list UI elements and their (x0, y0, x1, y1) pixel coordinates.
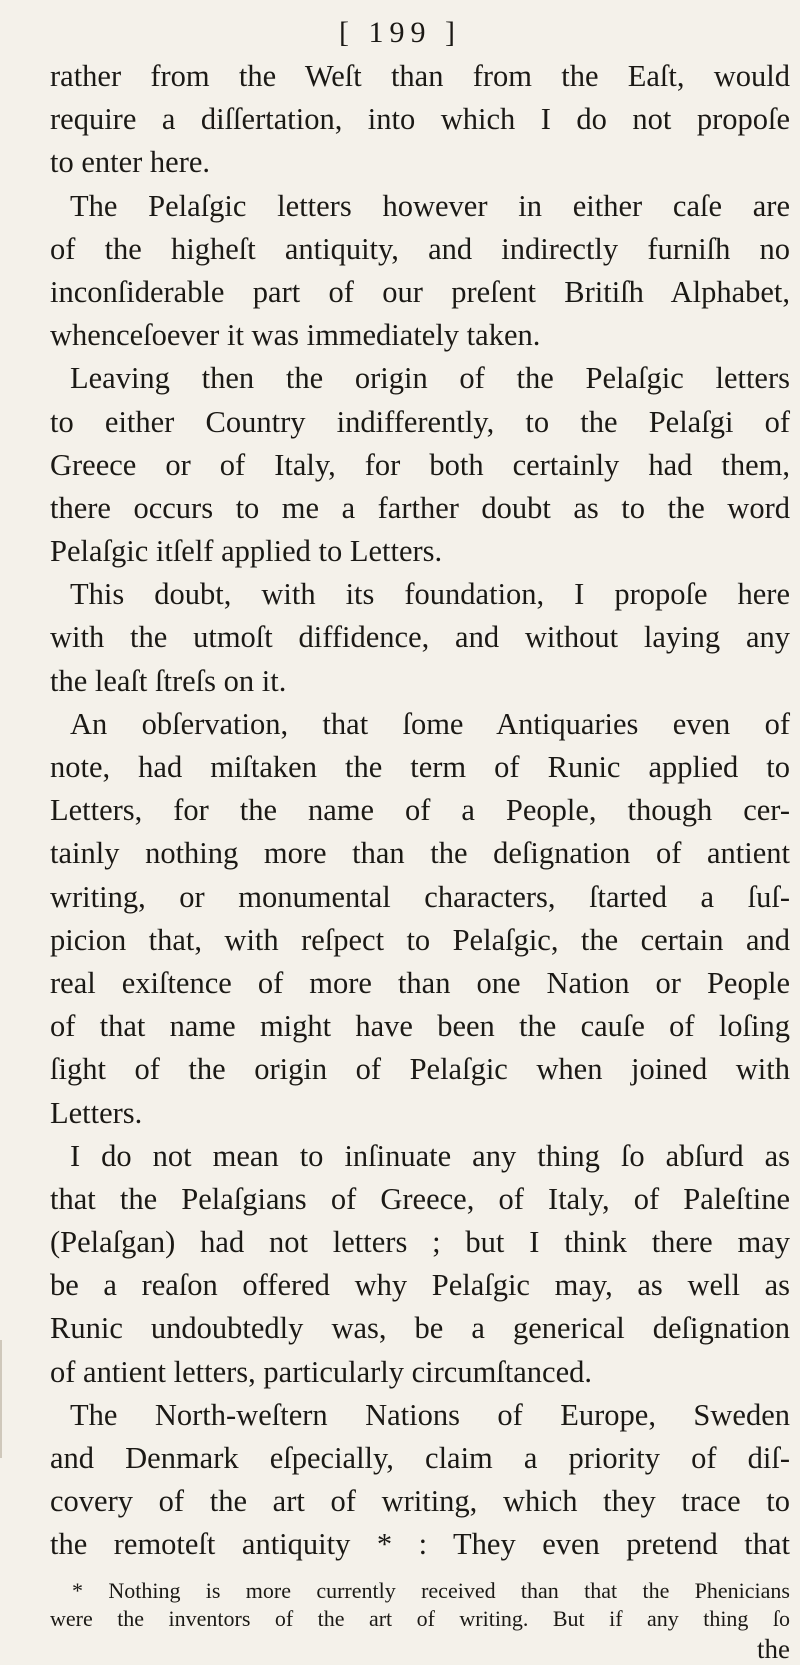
footnote-line: were the inventors of the art of writing. But if any thing ſo (50, 1605, 790, 1631)
text-line: I do not mean to inſinuate any thing ſo abſurd as (70, 1138, 790, 1173)
text-line: picion that, with reſpect to Pelaſgic, the certain and (50, 922, 790, 957)
text-line: the remoteſt antiquity * : They even pretend that (50, 1527, 790, 1562)
text-line: of antient letters, particularly circumſtanced. (50, 1354, 592, 1389)
text-line: tainly nothing more than the deſignation of antient (50, 836, 790, 871)
text-line: Runic undoubtedly was, be a generical deſignation (50, 1311, 790, 1346)
text-line: ſight of the origin of Pelaſgic when joined with (50, 1052, 790, 1087)
text-line: whenceſoever it was immediately taken. (50, 318, 541, 353)
text-line: require a diſſertation, into which I do not propoſe (50, 102, 790, 137)
text-line: inconſiderable part of our preſent Britiſh Alphabet, (50, 274, 790, 309)
text-line: Leaving then the origin of the Pelaſgic letters (70, 361, 790, 396)
text-line: An obſervation, that ſome Antiquaries even of (70, 706, 790, 741)
page-edge-rule (0, 1340, 2, 1458)
text-line: This doubt, with its foundation, I propoſe here (70, 577, 790, 612)
text-line: Pelaſgic itſelf applied to Letters. (50, 534, 443, 569)
text-line: The North-weſtern Nations of Europe, Sweden (70, 1397, 790, 1432)
text-line: writing, or monumental characters, ſtarted a ſuſ- (50, 879, 790, 914)
text-line: Greece or of Italy, for both certainly had them, (50, 447, 790, 482)
text-line: (Pelaſgan) had not letters ; but I think there may (50, 1225, 790, 1260)
text-line: rather from the Weſt than from the Eaſt, would (50, 59, 790, 93)
catchword: the (757, 1633, 790, 1664)
text-line: that the Pelaſgians of Greece, of Italy, of Paleſtine (50, 1181, 790, 1216)
body-text (50, 55, 790, 1665)
footnote-line: * Nothing is more currently received than that the Phenicians (72, 1577, 790, 1603)
text-line: of that name might have been the cauſe of loſing (50, 1009, 790, 1044)
text-line: there occurs to me a farther doubt as to the word (50, 490, 790, 525)
text-line: The Pelaſgic letters however in either caſe are (70, 188, 790, 223)
text-line: covery of the art of writing, which they trace to (50, 1484, 790, 1519)
text-line: to enter here. (50, 145, 211, 180)
text-line: with the utmoſt diffidence, and without laying any (50, 620, 790, 655)
page-number: [ 199 ] (339, 16, 461, 49)
text-line: the leaſt ſtreſs on it. (50, 663, 287, 698)
text-line: be a reaſon offered why Pelaſgic may, as well as (50, 1268, 790, 1303)
text-line: real exiſtence of more than one Nation or People (50, 965, 790, 1000)
text-line: to either Country indifferently, to the Pelaſgi of (50, 404, 790, 439)
text-line: note, had miſtaken the term of Runic applied to (50, 750, 790, 784)
text-line: of the higheſt antiquity, and indirectly furniſh no (50, 231, 790, 266)
text-line: Letters. (50, 1095, 143, 1130)
text-line: and Denmark eſpecially, claim a priority of diſ- (50, 1441, 790, 1475)
text-line: Letters, for the name of a People, though cer- (50, 793, 790, 828)
